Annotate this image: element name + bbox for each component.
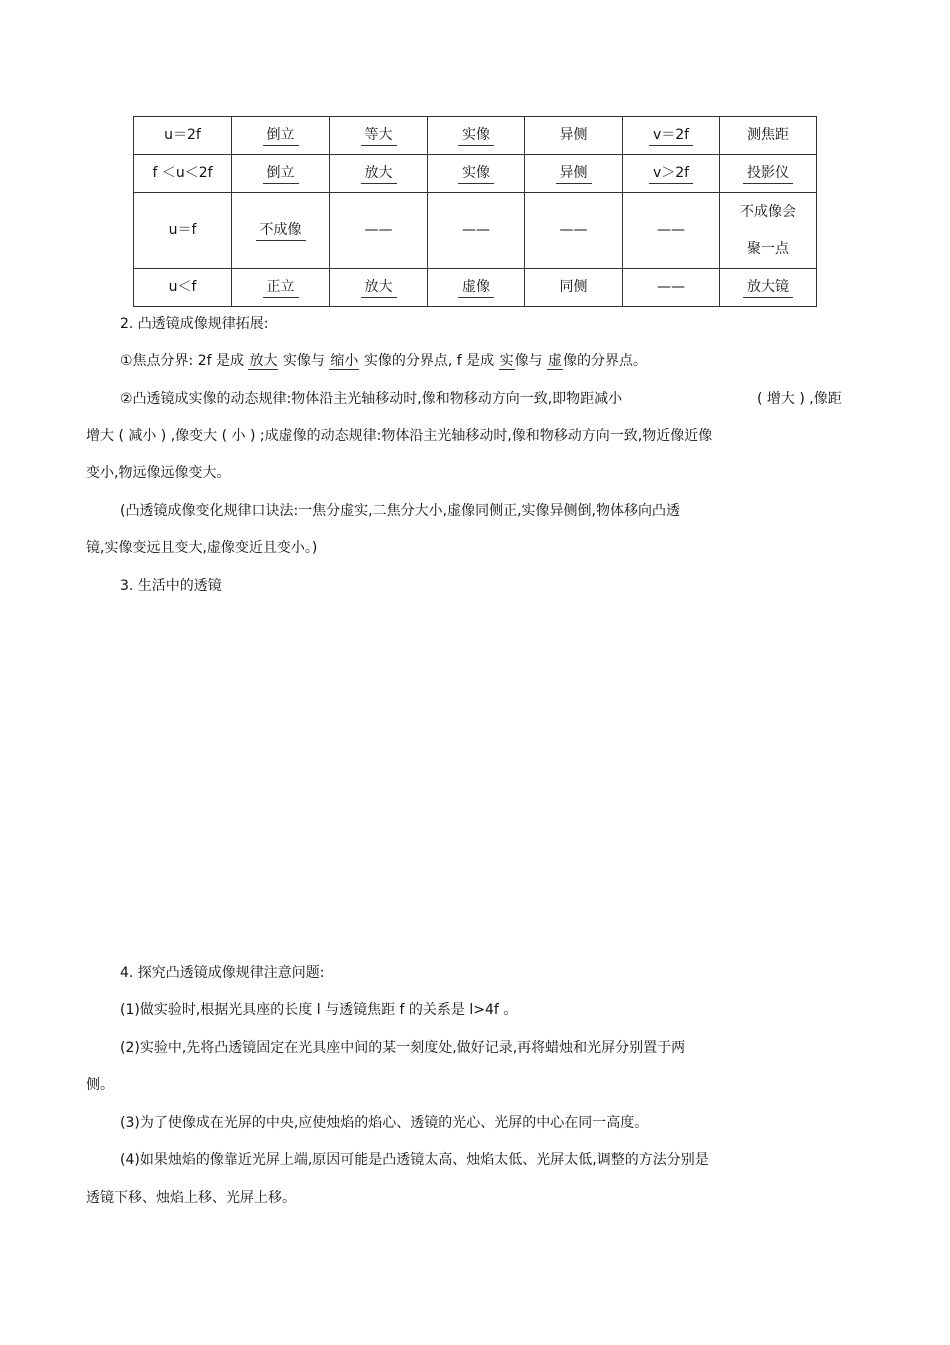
table-cell: u＝2f xyxy=(134,117,232,155)
section-2-heading: 2. 凸透镜成像规律拓展: xyxy=(120,316,269,332)
table-cell: v＝2f xyxy=(623,117,720,155)
table-row xyxy=(134,117,817,155)
table-cell: —— xyxy=(623,269,720,307)
table-cell: —— xyxy=(623,193,720,269)
table-cell: 倒立 xyxy=(232,117,330,155)
dynamic-rule-line-1a: ②凸透镜成实像的动态规律:物体沿主光轴移动时,像和物移动方向一致,即物距减小 xyxy=(120,391,623,407)
table-cell: 实像 xyxy=(428,155,525,193)
table-cell: 放大 xyxy=(330,155,428,193)
note-item-1: (1)做实验时,根据光具座的长度 l 与透镜焦距 f 的关系是 l>4f 。 xyxy=(120,1002,518,1018)
section-4-heading: 4. 探究凸透镜成像规律注意问题: xyxy=(120,965,325,981)
dynamic-rule-line-1b: ( 增大 ) ,像距 xyxy=(757,391,842,407)
table-cell: 同侧 xyxy=(525,269,623,307)
note-item-4-line-2: 透镜下移、烛焰上移、光屏上移。 xyxy=(86,1190,296,1206)
table-cell: v＞2f xyxy=(623,155,720,193)
table-cell: —— xyxy=(428,193,525,269)
table-cell: 异侧 xyxy=(525,155,623,193)
mnemonic-line-2: 镜,实像变远且变大,虚像变近且变小。) xyxy=(86,540,318,556)
table-cell: —— xyxy=(525,193,623,269)
table-cell: 实像 xyxy=(428,117,525,155)
table-cell: 放大镜 xyxy=(720,269,817,307)
table-cell: —— xyxy=(330,193,428,269)
table-cell: 正立 xyxy=(232,269,330,307)
table-cell: u＜f xyxy=(134,269,232,307)
table-cell: 等大 xyxy=(330,117,428,155)
mnemonic-line-1: (凸透镜成像变化规律口诀法:一焦分虚实,二焦分大小,虚像同侧正,实像异侧倒,物体移向凸透 xyxy=(120,503,680,519)
table-cell: 不成像 xyxy=(232,193,330,269)
section-3-heading: 3. 生活中的透镜 xyxy=(120,578,222,594)
dynamic-rule-line-3: 变小,物远像远像变大。 xyxy=(86,465,231,481)
table-cell: 虚像 xyxy=(428,269,525,307)
table-row xyxy=(134,155,817,193)
table-row xyxy=(134,193,817,269)
note-item-4-line-1: (4)如果烛焰的像靠近光屏上端,原因可能是凸透镜太高、烛焰太低、光屏太低,调整的方法分别是 xyxy=(120,1152,709,1168)
table-cell: f ＜u＜2f xyxy=(134,155,232,193)
lens-imaging-table xyxy=(133,116,817,307)
dynamic-rule-line-2: 增大 ( 减小 ) ,像变大 ( 小 ) ;成虚像的动态规律:物体沿主光轴移动时,像和物移动方向一致,物近像近像 xyxy=(86,428,713,444)
table-cell: 测焦距 xyxy=(720,117,817,155)
table-cell: u＝f xyxy=(134,193,232,269)
note-item-2-line-1: (2)实验中,先将凸透镜固定在光具座中间的某一刻度处,做好记录,再将蜡烛和光屏分别置于两 xyxy=(120,1040,686,1056)
table-cell: 投影仪 xyxy=(720,155,817,193)
table-cell: 放大 xyxy=(330,269,428,307)
note-item-3: (3)为了使像成在光屏的中央,应使烛焰的焰心、透镜的光心、光屏的中心在同一高度。 xyxy=(120,1115,649,1131)
table-cell: 倒立 xyxy=(232,155,330,193)
table-row xyxy=(134,269,817,307)
table-cell: 不成像会 聚一点 xyxy=(720,193,817,269)
table-cell: 异侧 xyxy=(525,117,623,155)
focus-boundary-paragraph: ①焦点分界: 2f 是成 放大 实像与 缩小 实像的分界点, f 是成 实像与 虚像的分界点。 xyxy=(120,353,648,369)
note-item-2-line-2: 侧。 xyxy=(86,1077,114,1093)
